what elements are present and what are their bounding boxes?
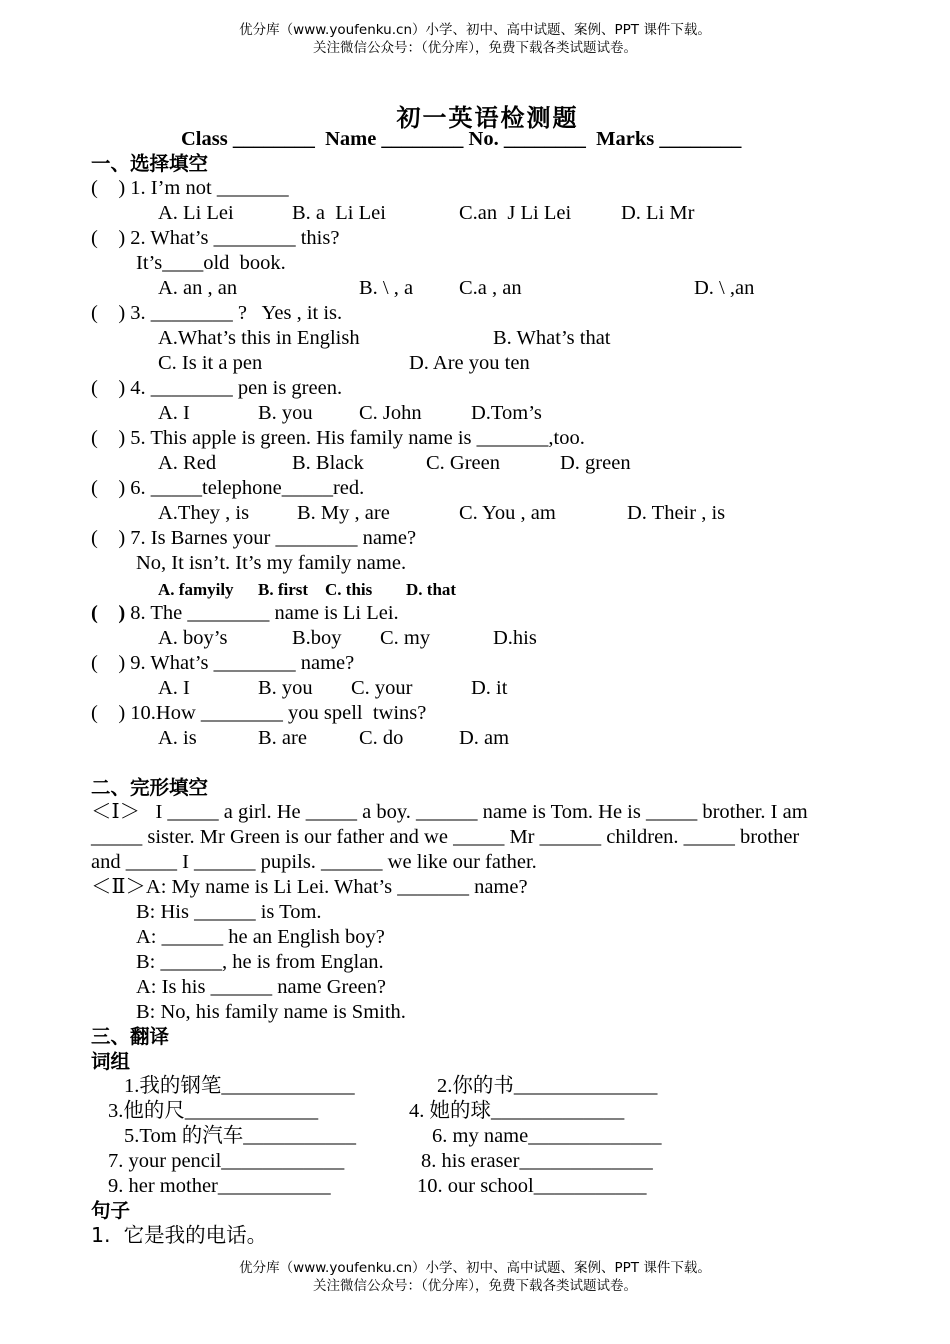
q9-option-c: C. your: [351, 677, 413, 699]
phrase-8: 8. his eraser_____________: [421, 1150, 653, 1172]
q6-option-c: C. You , am: [459, 502, 556, 524]
q1-option-d: D. Li Mr: [621, 202, 695, 224]
question-9: ( ) 9. What’s ________ name?: [91, 652, 355, 674]
q7-option-c: C. this: [325, 580, 373, 599]
q3-option-c: C. Is it a pen: [158, 352, 263, 374]
footer-line-2: 关注微信公众号：（优分库），免费下载各类试题试卷。: [313, 1278, 637, 1294]
q9-option-b: B. you: [258, 677, 313, 699]
question-4: ( ) 4. ________ pen is green.: [91, 377, 343, 399]
section2-heading: 二、完形填空: [91, 776, 209, 799]
section1-heading: 一、选择填空: [91, 152, 209, 175]
q8-option-c: C. my: [380, 627, 431, 649]
q6-option-d: D. Their , is: [627, 502, 726, 524]
q4-option-c: C. John: [359, 402, 422, 424]
header-line-2: 关注微信公众号：（优分库），免费下载各类试题试卷。: [313, 40, 637, 56]
passage2-line-2: B: His ______ is Tom.: [136, 901, 322, 923]
phrase-4: 4. 她的球_____________: [409, 1100, 625, 1122]
header-line-1: 优分库（www.youfenku.cn）小学、初中、高中试题、案例、PPT 课件下载。: [239, 22, 711, 38]
q8-option-b: B.boy: [292, 627, 342, 649]
q2-option-b: B. \ , a: [359, 277, 414, 299]
q2-option-d: D. \ ,an: [694, 277, 755, 299]
q6-option-b: B. My , are: [297, 502, 390, 524]
q10-option-d: D. am: [459, 727, 510, 749]
phrase-9: 9. her mother___________: [108, 1175, 331, 1197]
q7-sub-line: No, It isn’t. It’s my family name.: [136, 552, 407, 574]
q9-option-d: D. it: [471, 677, 508, 699]
q8-text: 8. The ________ name is Li Lei.: [125, 602, 399, 624]
q8-answer-paren: ( ): [91, 602, 126, 624]
sentences-heading: 句子: [91, 1199, 131, 1222]
question-10: ( ) 10.How ________ you spell twins?: [91, 702, 427, 724]
passage2-line-4: B: ______, he is from Englan.: [136, 951, 384, 973]
section3-heading: 三、翻译: [91, 1025, 170, 1048]
phrase-2: 2.你的书______________: [437, 1075, 658, 1097]
q7-option-a: A. famyily: [158, 580, 234, 599]
q1-option-b: B. a Li Lei: [292, 202, 386, 224]
passage2-line-3: A: ______ he an English boy?: [136, 926, 385, 948]
q2-option-c: C.a , an: [459, 277, 522, 299]
phrase-6: 6. my name_____________: [432, 1125, 662, 1147]
q8-option-d: D.his: [493, 627, 537, 649]
passage2-line-6: B: No, his family name is Smith.: [136, 1001, 406, 1023]
passage1-line-2: _____ sister. Mr Green is our father and we _____ Mr ______ children. _____ brother: [91, 826, 800, 848]
sentence-1: 1. 它是我的电话。: [91, 1223, 268, 1247]
passage2-line-1: ＜Ⅱ＞A: My name is Li Lei. What’s _______ name?: [91, 876, 528, 898]
phrase-3: 3.他的尺_____________: [108, 1100, 319, 1122]
question-2: ( ) 2. What’s ________ this?: [91, 227, 340, 249]
phrase-1: 1.我的钢笔_____________: [124, 1075, 355, 1097]
question-7: ( ) 7. Is Barnes your ________ name?: [91, 527, 417, 549]
q1-option-a: A. Li Lei: [158, 202, 234, 224]
q10-option-b: B. are: [258, 727, 307, 749]
q3-option-d: D. Are you ten: [409, 352, 530, 374]
passage1-line-1: ＜Ⅰ＞ I _____ a girl. He _____ a boy. ______ name is Tom. He is _____ brother. I am: [91, 801, 808, 823]
question-3: ( ) 3. ________ ? Yes , it is.: [91, 302, 343, 324]
phrase-10: 10. our school___________: [417, 1175, 647, 1197]
q7-option-b: B. first: [258, 580, 309, 599]
student-info-line: Class ________ Name ________ No. ________ Marks ________: [181, 128, 742, 150]
passage1-line-3: and _____ I ______ pupils. ______ we like our father.: [91, 851, 537, 873]
q8-option-a: A. boy’s: [158, 627, 228, 649]
phrase-7: 7. your pencil____________: [108, 1150, 345, 1172]
question-6: ( ) 6. _____telephone_____red.: [91, 477, 365, 499]
q2-option-a: A. an , an: [158, 277, 238, 299]
q10-option-c: C. do: [359, 727, 404, 749]
question-1: ( ) 1. I’m not _______: [91, 177, 289, 199]
q3-option-b: B. What’s that: [493, 327, 611, 349]
page-title: 初一英语检测题: [396, 104, 579, 132]
phrase-5: 5.Tom 的汽车___________: [124, 1125, 357, 1147]
q4-option-a: A. I: [158, 402, 190, 424]
footer-line-1: 优分库（www.youfenku.cn）小学、初中、高中试题、案例、PPT 课件下载。: [239, 1260, 711, 1276]
q6-option-a: A.They , is: [158, 502, 250, 524]
phrases-heading: 词组: [91, 1050, 131, 1073]
q7-option-d: D. that: [406, 580, 457, 599]
q5-option-c: C. Green: [426, 452, 501, 474]
q1-option-c: C.an J Li Lei: [459, 202, 572, 224]
question-5: ( ) 5. This apple is green. His family name is _______,too.: [91, 427, 585, 449]
q3-option-a: A.What’s this in English: [158, 327, 360, 349]
passage2-line-5: A: Is his ______ name Green?: [136, 976, 386, 998]
q10-option-a: A. is: [158, 727, 197, 749]
q5-option-a: A. Red: [158, 452, 217, 474]
q4-option-b: B. you: [258, 402, 313, 424]
q5-option-b: B. Black: [292, 452, 364, 474]
q5-option-d: D. green: [560, 452, 631, 474]
question-8: [91, 601, 399, 626]
q9-option-a: A. I: [158, 677, 190, 699]
q2-sub-line: It’s____old book.: [136, 252, 286, 274]
q4-option-d: D.Tom’s: [471, 402, 542, 424]
